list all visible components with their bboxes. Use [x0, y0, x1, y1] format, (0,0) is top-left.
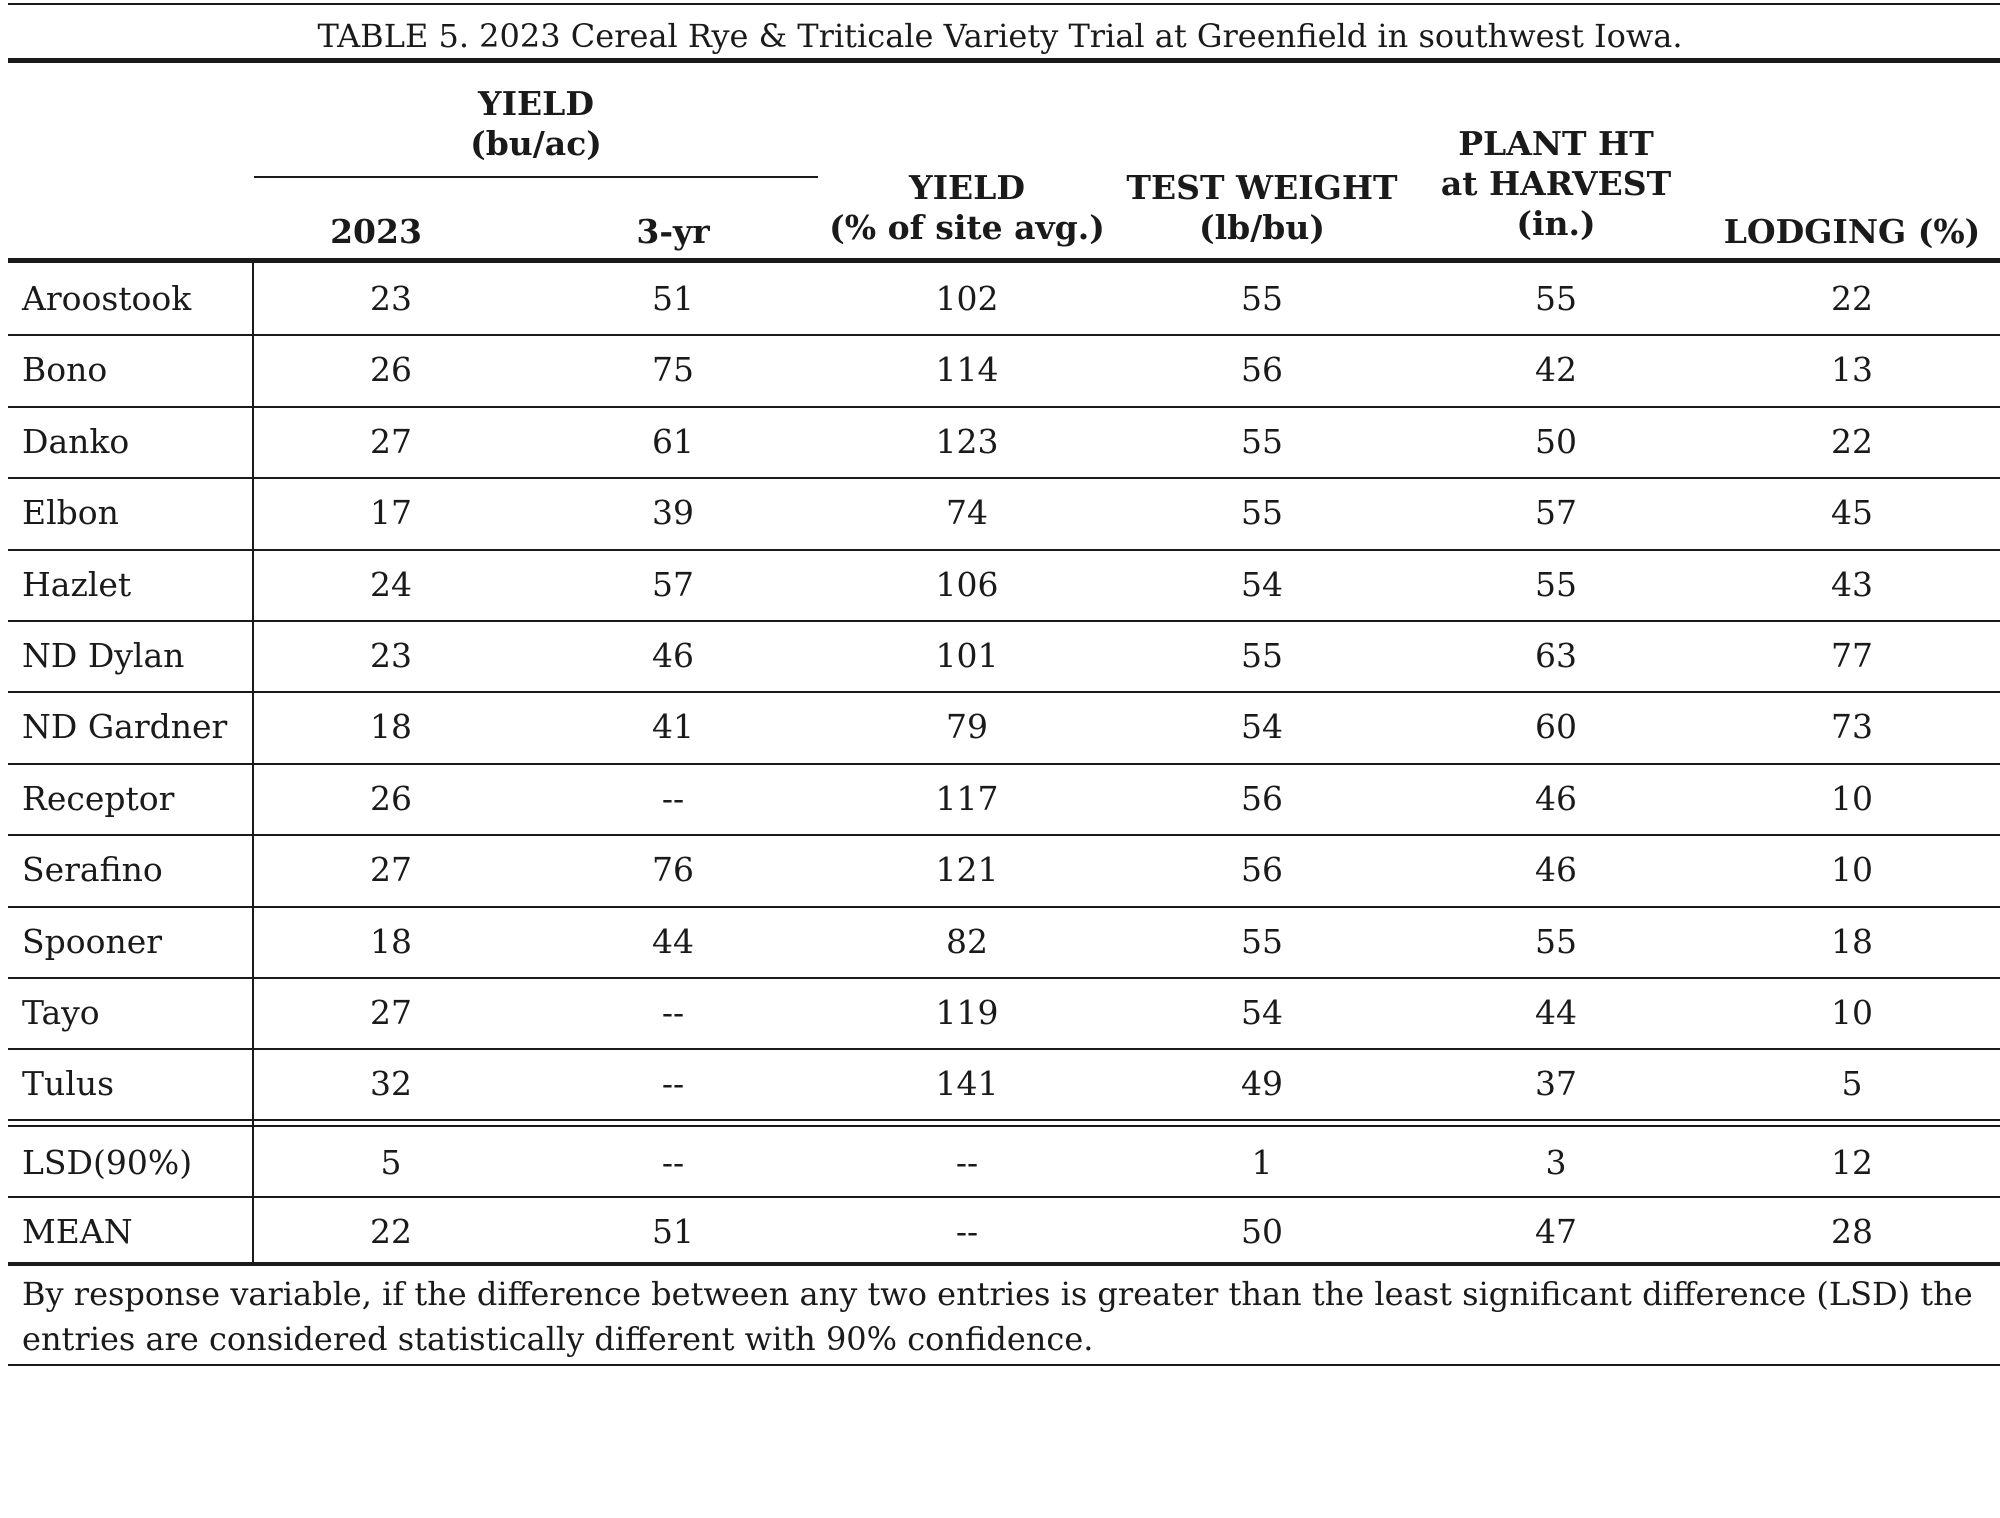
cell-plant-height: 46	[1535, 779, 1577, 818]
header-plant-height-line1: PLANT HT	[1458, 124, 1654, 163]
cell-lodging: 28	[1831, 1212, 1873, 1251]
cell-yield-pct: 82	[946, 922, 988, 961]
cell-yield-2023: 18	[370, 922, 412, 961]
cell-yield-pct: 101	[935, 636, 999, 675]
cell-yield-pct: 106	[935, 565, 999, 604]
summary-double-rule-top	[8, 1119, 2000, 1121]
variety-name: Hazlet	[22, 565, 132, 604]
variety-name: Serafino	[22, 850, 163, 889]
cell-test-weight: 55	[1241, 493, 1283, 532]
cell-yield-pct: 114	[935, 350, 999, 389]
header-yield-pct-line1: YIELD	[909, 168, 1025, 207]
cell-test-weight: 49	[1241, 1064, 1283, 1103]
cell-yield-3yr: 44	[652, 922, 694, 961]
cell-yield-3yr: 51	[652, 1212, 694, 1251]
header-yield-group-line1: YIELD	[478, 84, 594, 123]
variety-name: Spooner	[22, 922, 163, 961]
cell-plant-height: 57	[1535, 493, 1577, 532]
cell-yield-pct: --	[955, 1212, 979, 1251]
cell-test-weight: 1	[1251, 1143, 1273, 1182]
table-row	[0, 263, 2000, 334]
header-yield-3yr: 3-yr	[636, 212, 710, 251]
cell-lodging: 18	[1831, 922, 1873, 961]
cell-yield-pct: 141	[935, 1064, 999, 1103]
cell-plant-height: 50	[1535, 422, 1577, 461]
cell-yield-2023: 27	[370, 993, 412, 1032]
variety-name: ND Gardner	[22, 707, 228, 746]
cell-plant-height: 55	[1535, 922, 1577, 961]
cell-plant-height: 55	[1535, 279, 1577, 318]
cell-yield-pct: 121	[935, 850, 999, 889]
cell-yield-pct: 119	[935, 993, 999, 1032]
cell-yield-3yr: 57	[652, 565, 694, 604]
cell-yield-2023: 22	[370, 1212, 412, 1251]
cell-yield-3yr: --	[661, 779, 685, 818]
cell-test-weight: 56	[1241, 850, 1283, 889]
cell-yield-pct: 102	[935, 279, 999, 318]
cell-lodging: 73	[1831, 707, 1873, 746]
cell-test-weight: 50	[1241, 1212, 1283, 1251]
variety-name: LSD(90%)	[22, 1143, 193, 1182]
summary-row	[0, 1196, 2000, 1267]
cell-yield-2023: 23	[370, 279, 412, 318]
header-yield-pct	[817, 168, 1117, 248]
cell-yield-3yr: 41	[652, 707, 694, 746]
header-test-weight	[1112, 168, 1412, 248]
cell-test-weight: 54	[1241, 993, 1283, 1032]
cell-yield-3yr: 75	[652, 350, 694, 389]
cell-lodging: 45	[1831, 493, 1873, 532]
header-yield-group-line2: (bu/ac)	[470, 124, 602, 163]
cell-plant-height: 60	[1535, 707, 1577, 746]
title-rule	[8, 58, 2000, 63]
cell-test-weight: 55	[1241, 279, 1283, 318]
footnote: By response variable, if the difference between any two entries is greater than the least significant difference (LSD) the entries are considered statistically different with 90% confidence.	[22, 1275, 1973, 1358]
cell-plant-height: 42	[1535, 350, 1577, 389]
cell-yield-3yr: 61	[652, 422, 694, 461]
cell-yield-2023: 23	[370, 636, 412, 675]
cell-yield-2023: 32	[370, 1064, 412, 1103]
header-plant-height-line2: at HARVEST	[1440, 164, 1672, 203]
footnote-bottom-rule	[8, 1364, 2000, 1366]
table-row	[0, 477, 2000, 548]
table-row	[0, 763, 2000, 834]
cell-test-weight: 55	[1241, 922, 1283, 961]
cell-lodging: 12	[1831, 1143, 1873, 1182]
cell-yield-2023: 27	[370, 422, 412, 461]
cell-yield-2023: 26	[370, 779, 412, 818]
cell-yield-3yr: --	[661, 1143, 685, 1182]
cell-test-weight: 56	[1241, 779, 1283, 818]
cell-yield-2023: 26	[370, 350, 412, 389]
cell-yield-pct: 123	[935, 422, 999, 461]
header-yield-2023: 2023	[330, 212, 422, 251]
cell-lodging: 10	[1831, 993, 1873, 1032]
cell-test-weight: 55	[1241, 422, 1283, 461]
header-test-weight-line1: TEST WEIGHT	[1126, 168, 1398, 207]
table-row	[0, 977, 2000, 1048]
cell-test-weight: 56	[1241, 350, 1283, 389]
cell-yield-2023: 24	[370, 565, 412, 604]
cell-yield-3yr: 51	[652, 279, 694, 318]
variety-name: Receptor	[22, 779, 175, 818]
cell-test-weight: 54	[1241, 707, 1283, 746]
cell-yield-pct: 79	[946, 707, 988, 746]
cell-yield-3yr: 76	[652, 850, 694, 889]
table-row	[0, 1048, 2000, 1119]
variety-name: Aroostook	[22, 279, 192, 318]
cell-yield-3yr: --	[661, 993, 685, 1032]
header-plant-height	[1406, 124, 1706, 244]
cell-lodging: 43	[1831, 565, 1873, 604]
cell-yield-2023: 5	[380, 1143, 402, 1182]
header-lodging: LODGING (%)	[1723, 212, 1981, 251]
cell-yield-3yr: 39	[652, 493, 694, 532]
cell-yield-2023: 27	[370, 850, 412, 889]
cell-plant-height: 44	[1535, 993, 1577, 1032]
cell-yield-pct: 74	[946, 493, 988, 532]
cell-yield-2023: 17	[370, 493, 412, 532]
cell-plant-height: 37	[1535, 1064, 1577, 1103]
variety-name: Elbon	[22, 493, 119, 532]
cell-yield-pct: --	[955, 1143, 979, 1182]
cell-plant-height: 47	[1535, 1212, 1577, 1251]
cell-lodging: 13	[1831, 350, 1873, 389]
table-row	[0, 406, 2000, 477]
table-title: TABLE 5. 2023 Cereal Rye & Triticale Variety Trial at Greenfield in southwest Iowa.	[317, 17, 1683, 55]
cell-yield-2023: 18	[370, 707, 412, 746]
summary-row	[0, 1127, 2000, 1198]
header-test-weight-line2: (lb/bu)	[1199, 208, 1325, 247]
table-row	[0, 834, 2000, 905]
cell-lodging: 22	[1831, 422, 1873, 461]
cell-plant-height: 3	[1545, 1143, 1567, 1182]
variety-name: MEAN	[22, 1212, 133, 1251]
table-row	[0, 906, 2000, 977]
variety-name: Tulus	[22, 1064, 115, 1103]
table-row	[0, 691, 2000, 762]
header-plant-height-line3: (in.)	[1516, 204, 1596, 243]
cell-yield-pct: 117	[935, 779, 999, 818]
cell-lodging: 22	[1831, 279, 1873, 318]
cell-plant-height: 46	[1535, 850, 1577, 889]
cell-yield-3yr: --	[661, 1064, 685, 1103]
table-row	[0, 620, 2000, 691]
cell-lodging: 10	[1831, 850, 1873, 889]
variety-name: Tayo	[22, 993, 100, 1032]
yield-group-underline	[254, 176, 818, 178]
variety-name: ND Dylan	[22, 636, 185, 675]
cell-yield-3yr: 46	[652, 636, 694, 675]
table-row	[0, 334, 2000, 405]
cell-lodging: 10	[1831, 779, 1873, 818]
table-bottom-rule	[8, 1262, 2000, 1266]
cell-test-weight: 54	[1241, 565, 1283, 604]
table-row	[0, 549, 2000, 620]
variety-name: Danko	[22, 422, 130, 461]
top-rule	[8, 3, 2000, 5]
header-yield-pct-line2: (% of site avg.)	[829, 208, 1105, 247]
cell-lodging: 77	[1831, 636, 1873, 675]
header-yield-group	[254, 84, 818, 164]
cell-lodging: 5	[1841, 1064, 1863, 1103]
variety-name: Bono	[22, 350, 108, 389]
cell-plant-height: 63	[1535, 636, 1577, 675]
cell-plant-height: 55	[1535, 565, 1577, 604]
cell-test-weight: 55	[1241, 636, 1283, 675]
